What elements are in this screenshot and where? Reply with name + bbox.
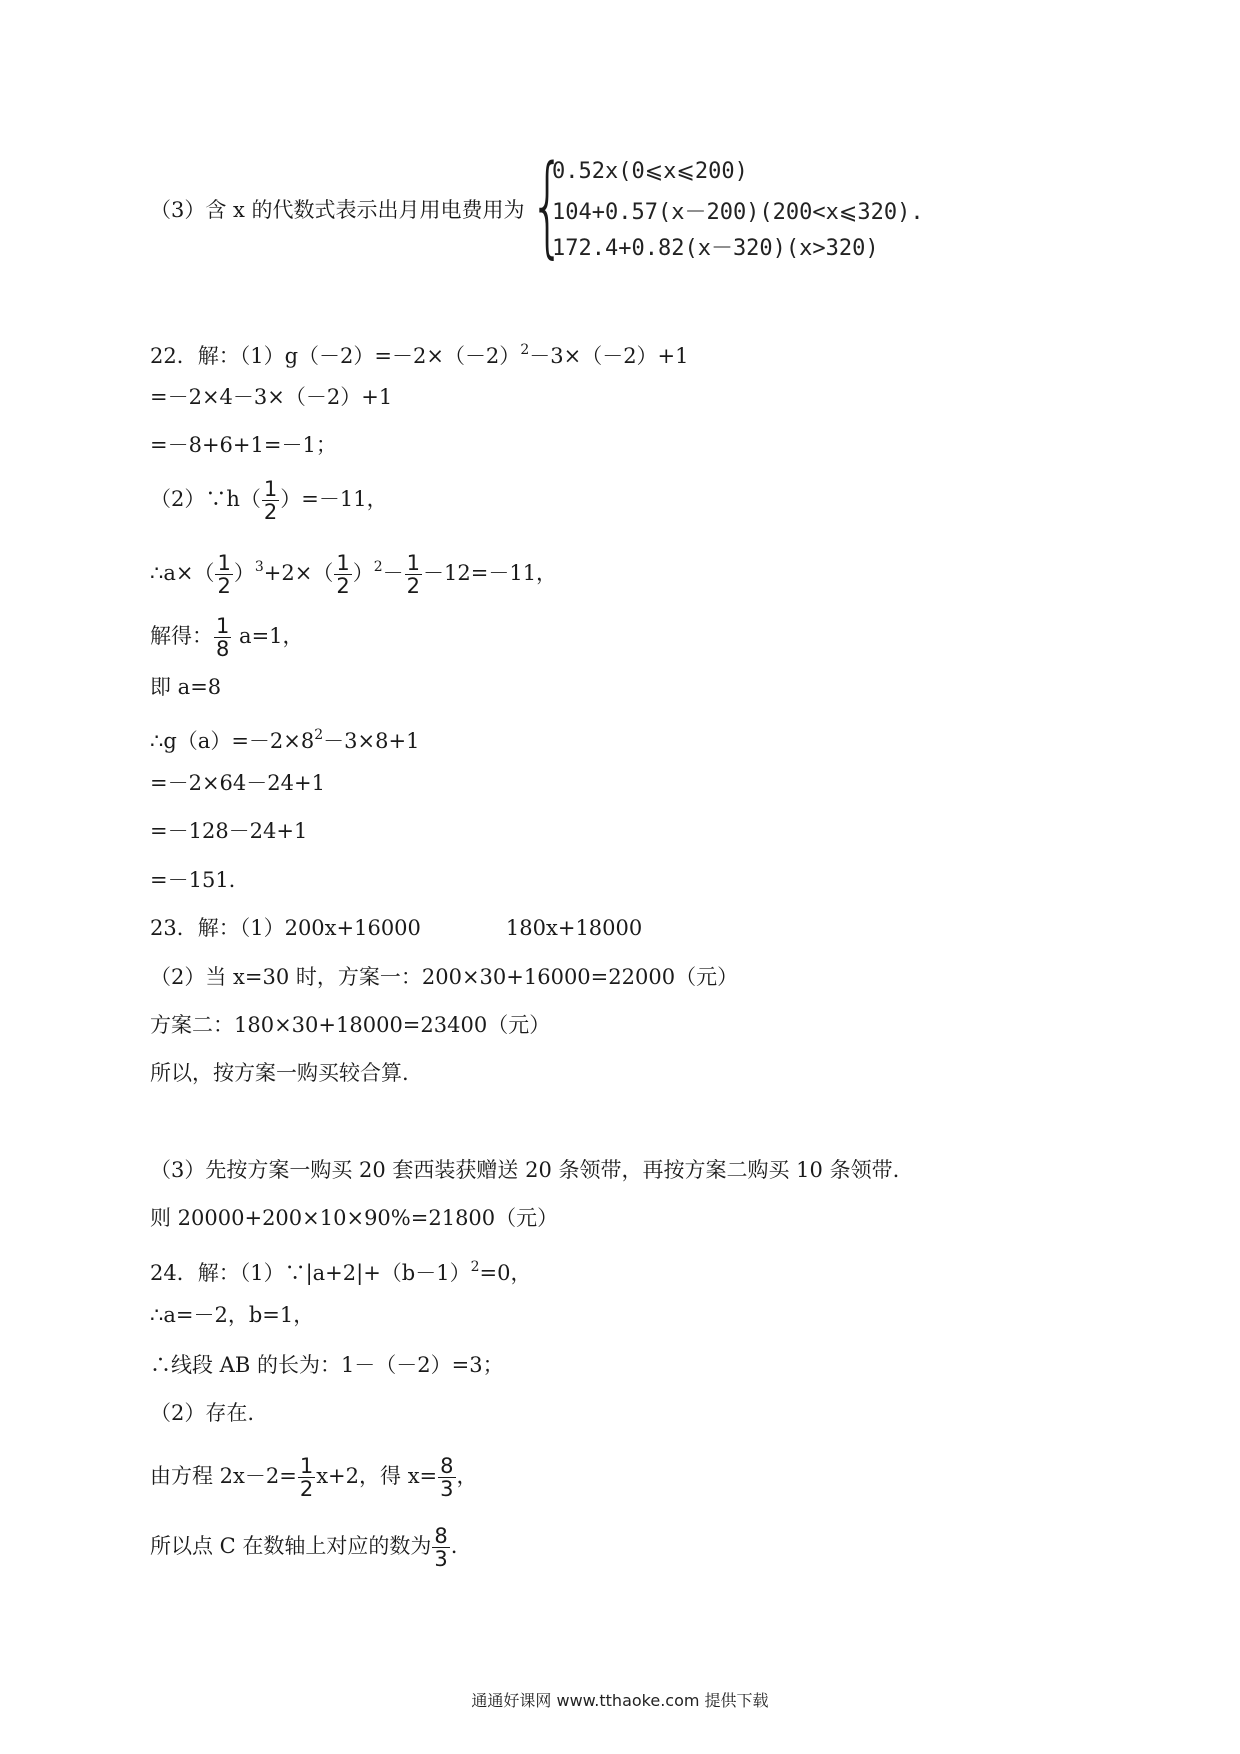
q22-line-8	[150, 720, 419, 756]
case-3: 172.4+0.82(x－320)(x>320)	[552, 236, 879, 261]
denominator: 3	[434, 1547, 448, 1571]
text: －3×8+1	[323, 729, 420, 753]
fraction-eighth	[214, 615, 231, 660]
q23-line-3: 方案二：180×30+18000=23400（元）	[150, 1013, 551, 1037]
q22-line-9: =－2×64－24+1	[150, 771, 325, 795]
denominator: 2	[406, 574, 421, 598]
case-2: 104+0.57(x－200)(200<x⩽320).	[552, 200, 924, 225]
text: 所以点 C 在数轴上对应的数为	[150, 1534, 432, 1558]
text: +2×（	[263, 561, 334, 585]
q23-line-1	[150, 913, 642, 943]
q24-line-1	[150, 1252, 532, 1288]
piecewise-function	[530, 141, 950, 269]
numerator: 8	[440, 1454, 454, 1478]
denominator: 8	[216, 637, 230, 661]
text: =0，	[479, 1261, 532, 1285]
fraction-half	[215, 552, 232, 597]
text: 180x+18000	[505, 916, 643, 940]
q22-line-6	[150, 615, 304, 660]
q23-line-2: （2）当 x=30 时，方案一：200×30+16000=22000（元）	[150, 965, 739, 989]
denominator: 2	[336, 574, 350, 598]
q23-line-5: （3）先按方案一购买 20 套西装获赠送 20 条领带，再按方案二购买 10 条领带.	[150, 1158, 900, 1182]
text: ）=－11，	[280, 487, 388, 511]
page-footer: 通通好课网 www.tthaoke.com 提供下载	[471, 1691, 769, 1710]
text: －3×（－2）+1	[529, 344, 689, 368]
q24-line-5	[150, 1455, 478, 1500]
numerator: 8	[434, 1524, 448, 1548]
numerator: 1	[336, 551, 350, 575]
text: －12=－11，	[423, 561, 558, 585]
text: （2）∵h（	[150, 487, 261, 511]
numerator: 1	[299, 1454, 314, 1478]
q22-line-4	[150, 478, 388, 523]
q24-line-6	[150, 1525, 457, 1570]
q22-line-5	[150, 552, 557, 597]
text: －	[382, 561, 404, 585]
superscript: 2	[373, 559, 383, 575]
text: 22．解：（1）g（－2）=－2×（－2）	[150, 344, 521, 368]
q22-line-2: =－2×4－3×（－2）+1	[150, 385, 393, 409]
text: ）	[352, 561, 374, 585]
superscript: 2	[314, 727, 324, 743]
denominator: 2	[217, 574, 231, 598]
q24-line-4: （2）存在.	[150, 1401, 255, 1425]
text: ∴a×（	[150, 561, 215, 585]
text: 由方程 2x－2=	[150, 1464, 297, 1488]
text: .	[450, 1534, 458, 1558]
q22-line-10: =－128－24+1	[150, 819, 308, 843]
text: 24．解：（1）∵|a+2|+（b－1）	[150, 1261, 471, 1285]
q22-line-7: 即 a=8	[150, 675, 222, 699]
q22-line-1	[150, 335, 689, 371]
q23-line-4: 所以，按方案一购买较合算.	[150, 1061, 409, 1085]
text: a=1，	[232, 624, 304, 648]
text: ∴g（a）=－2×8	[150, 729, 315, 753]
numerator: 1	[263, 477, 278, 501]
denominator: 2	[299, 1477, 314, 1501]
fraction-eight-thirds	[438, 1455, 455, 1500]
q24-line-2: ∴a=－2，b=1，	[150, 1303, 315, 1327]
text: 23．解：（1）200x+16000	[150, 916, 421, 940]
denominator: 2	[263, 500, 278, 524]
text: ，	[456, 1464, 478, 1488]
text: ）	[233, 561, 255, 585]
superscript: 2	[520, 342, 530, 358]
fraction-half	[334, 552, 351, 597]
q23-line-6: 则 20000+200×10×90%=21800（元）	[150, 1206, 559, 1230]
q24-line-3: ∴线段 AB 的长为：1－（－2）=3；	[150, 1353, 504, 1377]
fraction-eight-thirds	[432, 1525, 449, 1570]
fraction-half	[262, 478, 279, 523]
denominator: 3	[440, 1477, 454, 1501]
q21-part3-text: （3）含 x 的代数式表示出月用电费用为	[150, 198, 525, 222]
numerator: 1	[406, 551, 421, 575]
case-1: 0.52x(0⩽x⩽200)	[552, 159, 748, 184]
numerator: 1	[217, 551, 231, 575]
fraction-half	[298, 1455, 315, 1500]
q22-line-11: =－151.	[150, 868, 236, 892]
superscript: 3	[254, 559, 264, 575]
left-brace: {	[530, 141, 565, 269]
q22-line-3: =－8+6+1=－1；	[150, 433, 337, 457]
numerator: 1	[216, 614, 230, 638]
fraction-half	[405, 552, 422, 597]
superscript: 2	[470, 1259, 480, 1275]
text: x+2，得 x=	[316, 1464, 438, 1488]
text: 解得：	[150, 624, 213, 648]
